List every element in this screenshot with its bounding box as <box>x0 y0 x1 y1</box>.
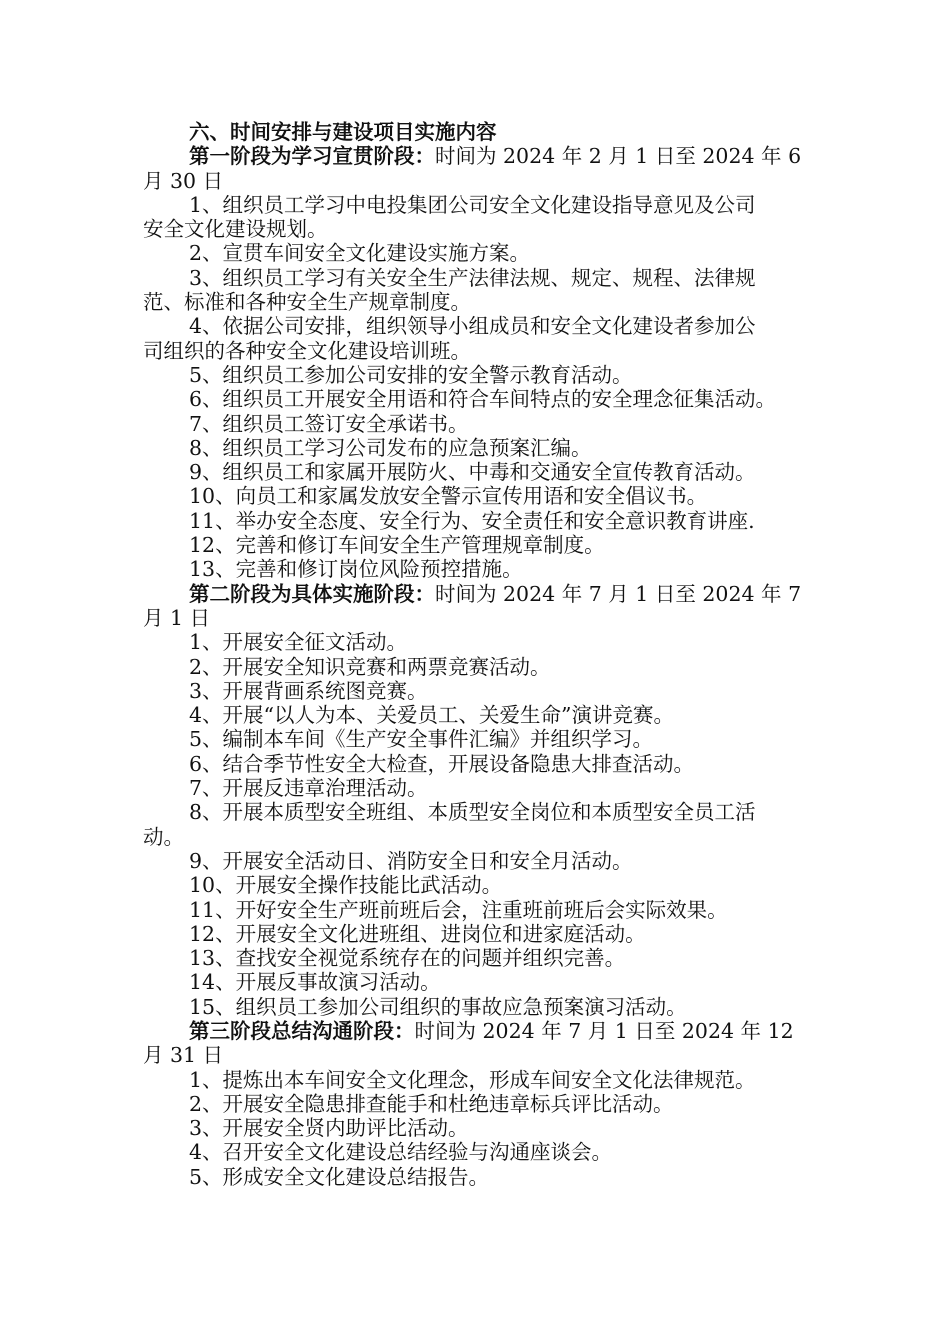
list-item: 10、开展安全操作技能比武活动。 <box>189 873 503 898</box>
list-item: 8、组织员工学习公司发布的应急预案汇编。 <box>189 435 592 460</box>
list-item: 9、组织员工和家属开展防火、中毒和交通安全宣传教育活动。 <box>189 460 756 485</box>
list-item: 6、结合季节性安全大检查，开展设备隐患大排查活动。 <box>189 751 695 776</box>
section-title: 六、时间安排与建设项目实施内容 <box>189 120 497 144</box>
phase2-heading <box>143 582 823 606</box>
phase1-heading <box>143 144 823 168</box>
list-item: 7、组织员工签订安全承诺书。 <box>189 411 469 436</box>
list-item: 6、组织员工开展安全用语和符合车间特点的安全理念征集活动。 <box>189 387 777 412</box>
list-item: 3、开展背画系统图竞赛。 <box>189 678 428 703</box>
list-item: 13、查找安全视觉系统存在的问题并组织完善。 <box>189 946 626 971</box>
list-item: 2、开展安全隐患排查能手和杜绝违章标兵评比活动。 <box>189 1091 674 1116</box>
phase3-time-cont: 月 31 日 <box>143 1043 224 1068</box>
list-item: 2、宣贯车间安全文化建设实施方案。 <box>189 241 531 266</box>
list-item: 3、开展安全贤内助评比活动。 <box>189 1116 469 1141</box>
list-item-cont: 动。 <box>143 824 184 849</box>
list-item: 12、开展安全文化进班组、进岗位和进家庭活动。 <box>189 921 646 946</box>
phase3-heading <box>143 1019 823 1043</box>
document-body <box>143 120 823 1189</box>
list-item-cont: 司组织的各种安全文化建设培训班。 <box>143 338 471 363</box>
list-item: 7、开展反违章治理活动。 <box>189 776 428 801</box>
list-item: 5、形成安全文化建设总结报告。 <box>189 1164 490 1189</box>
list-item: 10、向员工和家属发放安全警示宣传用语和安全倡议书。 <box>189 484 708 509</box>
list-item: 1、提炼出本车间安全文化理念，形成车间安全文化法律规范。 <box>189 1067 756 1092</box>
list-item: 12、完善和修订车间安全生产管理规章制度。 <box>189 533 605 558</box>
list-item: 4、依据公司安排，组织领导小组成员和安全文化建设者参加公 <box>189 314 756 339</box>
list-item: 1、开展安全征文活动。 <box>189 630 408 655</box>
list-item: 5、编制本车间《生产安全事件汇编》并组织学习。 <box>189 727 654 752</box>
list-item: 15、组织员工参加公司组织的事故应急预案演习活动。 <box>189 994 687 1019</box>
phase3-time: 时间为 2024 年 7 月 1 日至 2024 年 12 <box>414 1018 794 1043</box>
list-item: 14、开展反事故演习活动。 <box>189 970 441 995</box>
phase3-label: 第三阶段总结沟通阶段： <box>189 1018 415 1043</box>
phase1-label: 第一阶段为学习宣贯阶段： <box>189 144 435 169</box>
list-item-cont: 范、标准和各种安全生产规章制度。 <box>143 290 471 315</box>
list-item: 5、组织员工参加公司安排的安全警示教育活动。 <box>189 362 633 387</box>
list-item: 11、举办安全态度、安全行为、安全责任和安全意识教育讲座. <box>189 508 755 533</box>
phase2-label: 第二阶段为具体实施阶段： <box>189 581 435 606</box>
list-item: 1、组织员工学习中电投集团公司安全文化建设指导意见及公司 <box>189 192 756 217</box>
list-item: 13、完善和修订岗位风险预控措施。 <box>189 557 523 582</box>
list-item: 4、开展“以人为本、关爱员工、关爱生命”演讲竞赛。 <box>189 703 675 728</box>
list-item: 2、开展安全知识竞赛和两票竞赛活动。 <box>189 654 551 679</box>
list-item: 11、开好安全生产班前班后会，注重班前班后会实际效果。 <box>189 897 728 922</box>
phase1-time-cont: 月 30 日 <box>143 168 224 193</box>
list-item: 4、召开安全文化建设总结经验与沟通座谈会。 <box>189 1140 613 1165</box>
list-item: 8、开展本质型安全班组、本质型安全岗位和本质型安全员工活 <box>189 800 756 825</box>
list-item: 9、开展安全活动日、消防安全日和安全月活动。 <box>189 848 633 873</box>
phase1-time: 时间为 2024 年 2 月 1 日至 2024 年 6 <box>435 144 802 169</box>
phase2-time-cont: 月 1 日 <box>143 605 211 630</box>
phase2-time: 时间为 2024 年 7 月 1 日至 2024 年 7 <box>435 581 802 606</box>
list-item: 3、组织员工学习有关安全生产法律法规、规定、规程、法律规 <box>189 265 756 290</box>
list-item-cont: 安全文化建设规划。 <box>143 217 328 242</box>
